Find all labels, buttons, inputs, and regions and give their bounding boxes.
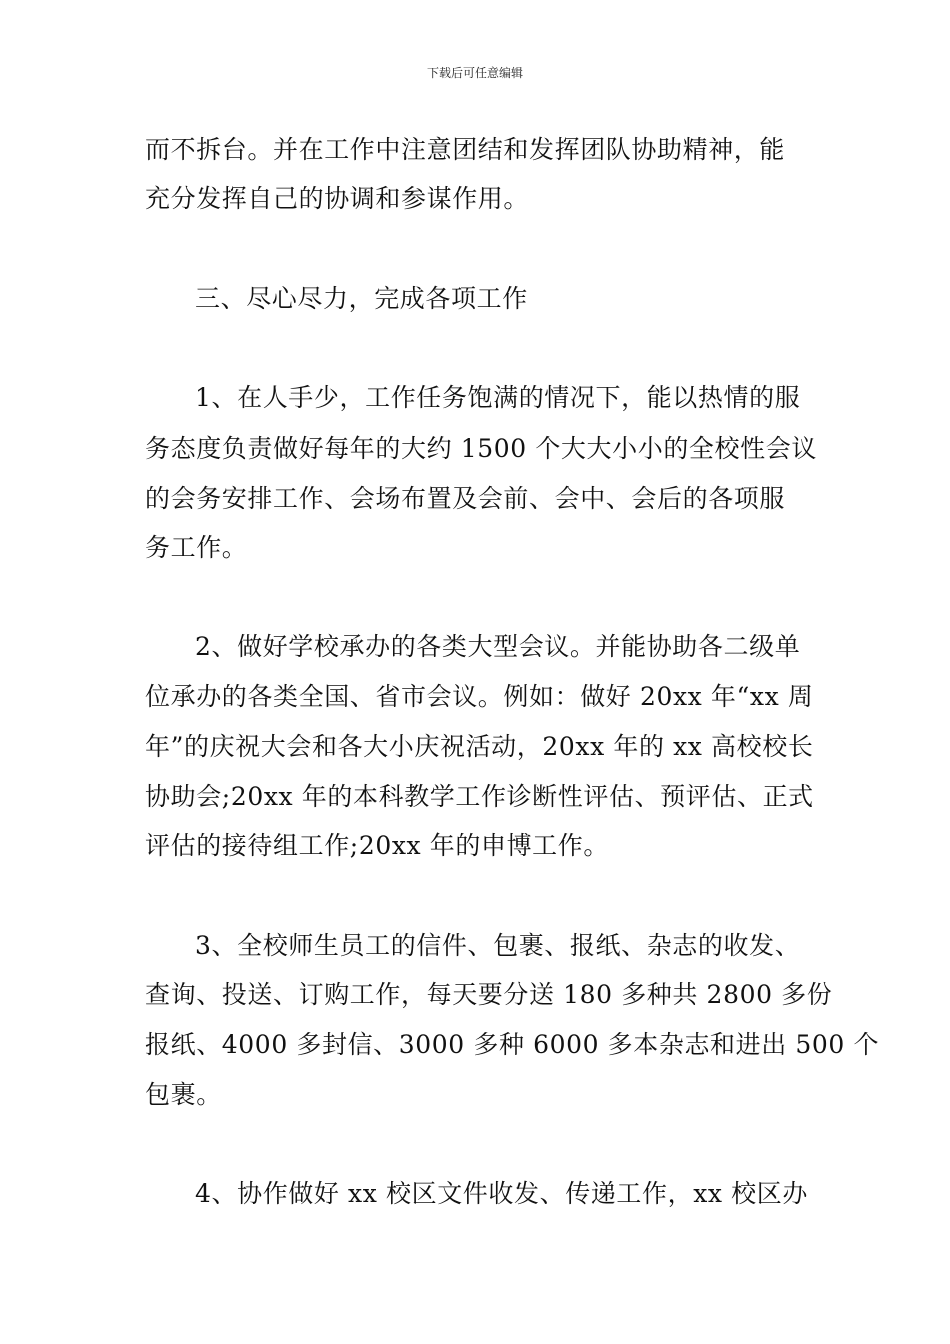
body-line: 而不拆台。并在工作中注意团结和发挥团队协助精神，能 [145,135,786,164]
body-line: 包裹。 [145,1080,222,1109]
body-line: 报纸、4000 多封信、3000 多种 6000 多本杂志和进出 500 个 [145,1030,880,1059]
section-heading: 三、尽心尽力，完成各项工作 [195,284,528,313]
body-line: 务态度负责做好每年的大约 1500 个大大小小的全校性会议 [145,434,817,463]
body-line: 位承办的各类全国、省市会议。例如：做好 20xx 年“xx 周 [145,682,814,711]
body-line: 4、协作做好 xx 校区文件收发、传递工作，xx 校区办 [195,1179,808,1208]
body-line: 充分发挥自己的协调和参谋作用。 [145,184,530,213]
body-line: 3、全校师生员工的信件、包裹、报纸、杂志的收发、 [195,931,801,960]
body-line: 2、做好学校承办的各类大型会议。并能协助各二级单 [195,632,801,661]
body-line: 务工作。 [145,533,248,562]
page-header: 下载后可任意编辑 [426,66,523,80]
body-line: 的会务安排工作、会场布置及会前、会中、会后的各项服 [145,484,786,513]
body-line: 查询、投送、订购工作，每天要分送 180 多种共 2800 多份 [145,980,833,1009]
body-line: 1、在人手少，工作任务饱满的情况下，能以热情的服 [195,383,801,412]
body-line: 年”的庆祝大会和各大小庆祝活动，20xx 年的 xx 高校校长 [145,732,814,761]
body-line: 协助会;20xx 年的本科教学工作诊断性评估、预评估、正式 [145,782,814,811]
body-line: 评估的接待组工作;20xx 年的申博工作。 [145,831,609,860]
